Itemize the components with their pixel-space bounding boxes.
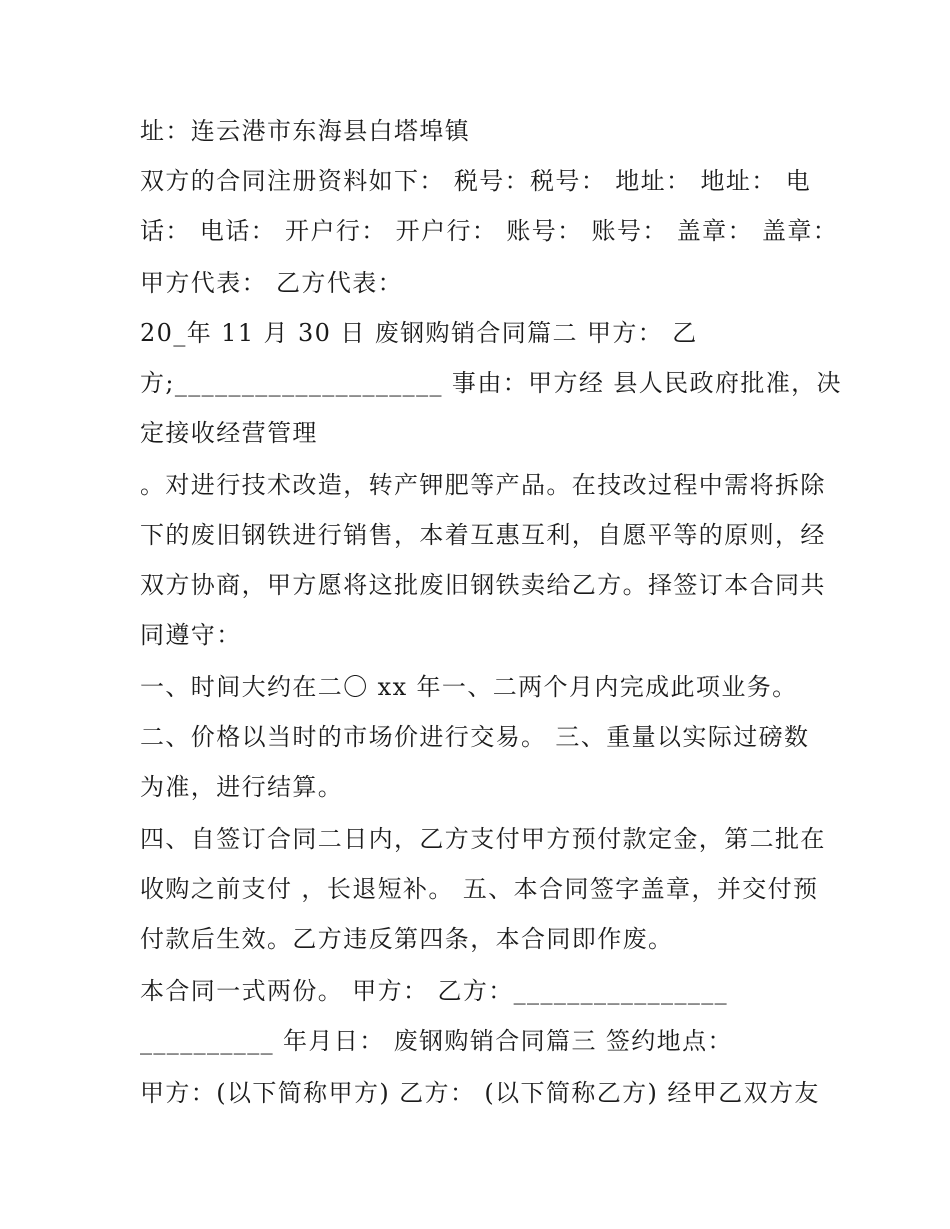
text-line-13: 二、价格以当时的市场价进行交易。 三、重量以实际过磅数 (140, 723, 810, 751)
text-line-19: __________ 年月日： 废钢购销合同篇三 签约地点： (140, 1027, 733, 1055)
text-line-20: 甲方：(以下简称甲方) 乙方： (以下简称乙方) 经甲乙双方友 (140, 1079, 820, 1107)
text-line-17: 付款后生效。乙方违反第四条，本合同即作废。 (140, 925, 674, 953)
text-line-1: 址：连云港市东海县白塔埠镇 (140, 117, 471, 145)
text-line-12: 一、时间大约在二〇 xx 年一、二两个月内完成此项业务。 (140, 673, 798, 701)
text-line-4: 甲方代表： 乙方代表： (140, 269, 404, 297)
text-line-3: 话： 电话： 开户行： 开户行： 账号： 账号： 盖章： 盖章： (140, 217, 839, 245)
text-line-7: 定接收经营管理 (140, 419, 318, 447)
text-line-11: 同遵守： (140, 621, 242, 649)
text-line-14: 为准，进行结算。 (140, 773, 344, 801)
text-line-10: 双方协商，甲方愿将这批废旧钢铁卖给乙方。择签订本合同共 (140, 571, 826, 599)
text-line-2: 双方的合同注册资料如下： 税号：税号： 地址： 地址： 电 (140, 167, 812, 195)
text-line-18: 本合同一式两份。 甲方： 乙方：________________ (140, 977, 729, 1005)
text-line-9: 下的废旧钢铁进行销售，本着互惠互利，自愿平等的原则，经 (140, 521, 826, 549)
text-line-6: 方;____________________ 事由：甲方经 县人民政府批准，决 (140, 369, 842, 397)
text-line-5: 20_年 11 月 30 日 废钢购销合同篇二 甲方： 乙 (140, 319, 698, 347)
text-line-16: 收购之前支付 ，长退短补。 五、本合同签字盖章，并交付预 (140, 875, 819, 903)
text-line-8: 。对进行技术改造，转产钾肥等产品。在技改过程中需将拆除 (140, 471, 826, 499)
text-line-15: 四、自签订合同二日内，乙方支付甲方预付款定金，第二批在 (140, 825, 826, 853)
